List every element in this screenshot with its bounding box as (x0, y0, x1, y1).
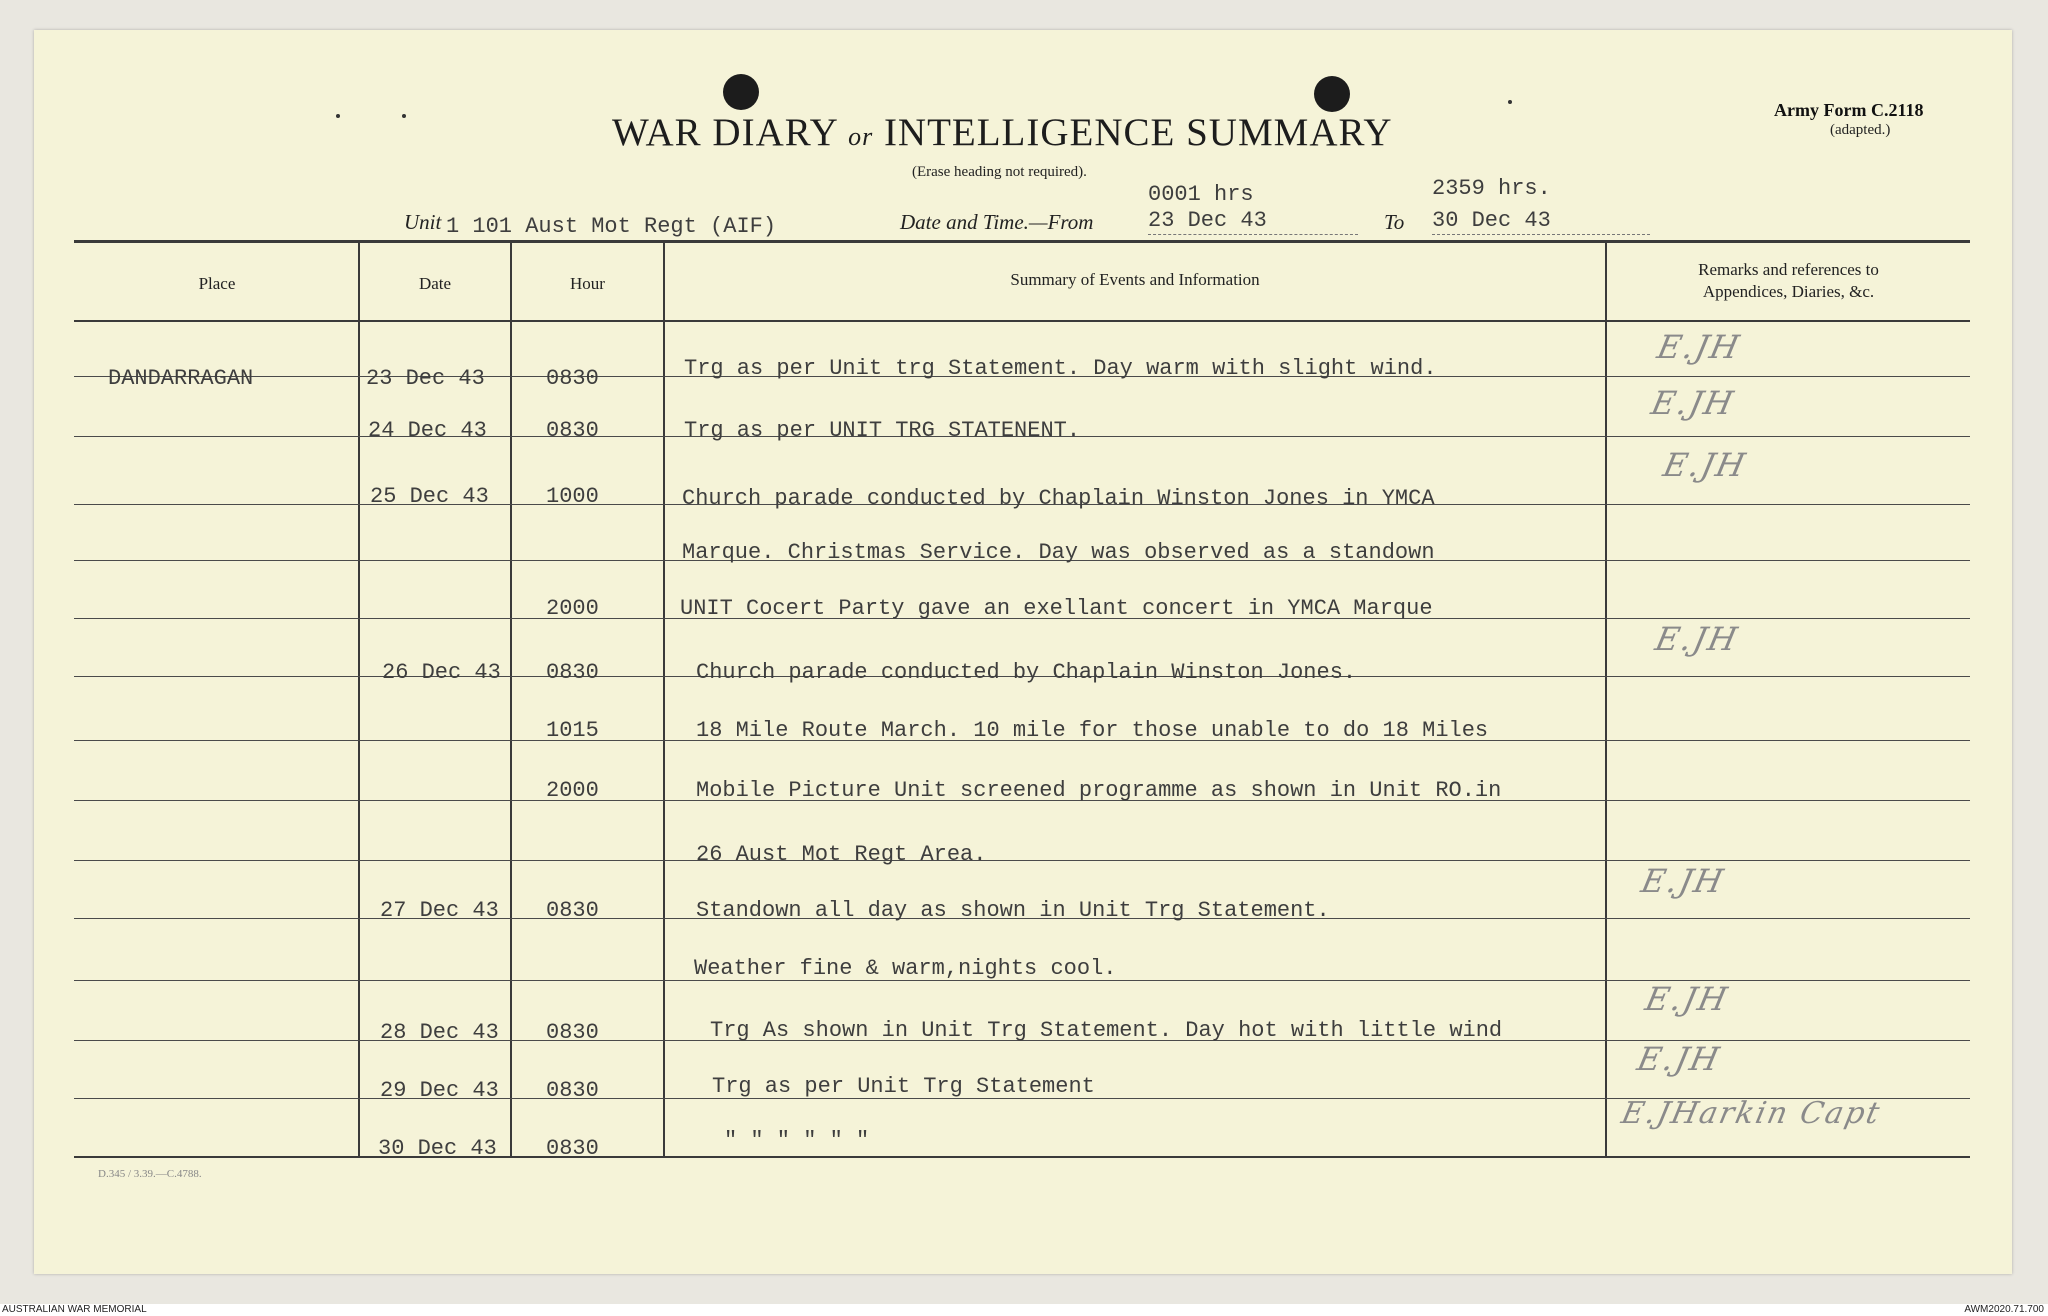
column-divider (1605, 242, 1607, 1157)
entry-date: 26 Dec 43 (382, 660, 501, 685)
to-dotted-line (1432, 234, 1650, 235)
to-date: 30 Dec 43 (1432, 208, 1551, 233)
header-place: Place (198, 274, 236, 293)
header-remarks-line2: Appendices, Diaries, &c. (1702, 282, 1875, 301)
paper-speck (402, 114, 406, 118)
entry-text: Standown all day as shown in Unit Trg Statement. (696, 898, 1330, 923)
entry-text: UNIT Cocert Party gave an exellant concert in YMCA Marque (680, 596, 1433, 621)
entry-hour: 0830 (546, 1136, 599, 1161)
erase-note: (Erase heading not required). (912, 164, 1087, 180)
entry-date: 29 Dec 43 (380, 1078, 499, 1103)
entry-date: 28 Dec 43 (380, 1020, 499, 1045)
punch-hole-right (1314, 76, 1350, 112)
army-form-name: Army Form C.2118 (1774, 100, 1924, 120)
title-part-a: WAR DIARY (612, 111, 838, 154)
column-divider (510, 242, 512, 1157)
printer-code: D.345 / 3.39.—C.4788. (98, 1168, 202, 1180)
unit-value: 1 101 Aust Mot Regt (AIF) (446, 214, 777, 239)
header-bottom-rule (74, 320, 1970, 322)
initials-signature: E.JH (1633, 1040, 1725, 1078)
initials-signature: E.JH (1641, 980, 1733, 1018)
entry-hour: 0830 (546, 1078, 599, 1103)
entry-text: Church parade conducted by Chaplain Winston Jones in YMCA (682, 486, 1435, 511)
entry-text: 18 Mile Route March. 10 mile for those unable to do 18 Miles (696, 718, 1489, 743)
entry-text: Church parade conducted by Chaplain Winston Jones. (696, 660, 1357, 685)
paper-speck (336, 114, 340, 118)
entry-date: 30 Dec 43 (378, 1136, 497, 1161)
entry-date: 23 Dec 43 (366, 366, 485, 391)
entry-date: 27 Dec 43 (380, 898, 499, 923)
header-date: Date (418, 274, 452, 293)
header-remarks-line1: Remarks and references to (1698, 260, 1879, 279)
from-date: 23 Dec 43 (1148, 208, 1267, 233)
entry-text: Weather fine & warm,nights cool. (694, 956, 1117, 981)
entry-text: Trg as per Unit trg Statement. Day warm with slight wind. (684, 356, 1437, 381)
entry-text: Mobile Picture Unit screened programme as shown in Unit RO.in (696, 778, 1502, 803)
archive-reference: AWM2020.71.700 (1964, 1304, 2044, 1315)
entry-text: Trg As shown in Unit Trg Statement. Day hot with little wind (710, 1018, 1503, 1043)
paper-speck (1508, 100, 1512, 104)
initials-signature: E.JH (1659, 446, 1751, 484)
entry-text: " " " " " " (724, 1128, 870, 1153)
unit-label: Unit (404, 210, 442, 234)
archive-credit: AUSTRALIAN WAR MEMORIAL (2, 1304, 147, 1315)
entry-date: 25 Dec 43 (370, 484, 489, 509)
initials-signature: E.JH (1647, 384, 1739, 422)
to-time: 2359 hrs. (1432, 176, 1551, 201)
initials-signature: E.JH (1653, 328, 1745, 366)
from-time: 0001 hrs (1148, 182, 1254, 207)
initials-signature: E.JH (1651, 620, 1743, 658)
initials-signature: E.JH (1637, 862, 1729, 900)
entry-text: Marque. Christmas Service. Day was observed as a standown (682, 540, 1435, 565)
ruled-line (74, 860, 1970, 861)
form-title (612, 110, 1393, 155)
entry-text: Trg as per Unit Trg Statement (712, 1074, 1095, 1099)
header-summary: Summary of Events and Information (1010, 270, 1260, 289)
date-time-label: Date and Time.—From (900, 210, 1094, 234)
entry-text: 26 Aust Mot Regt Area. (696, 842, 987, 867)
column-divider (663, 242, 665, 1157)
column-divider (358, 242, 360, 1157)
signature-full: E.JHarkin Capt (1618, 1096, 1885, 1131)
entry-hour: 0830 (546, 660, 599, 685)
entry-hour: 0830 (546, 366, 599, 391)
entry-hour: 1000 (546, 484, 599, 509)
title-or: or (848, 122, 874, 151)
entry-hour: 2000 (546, 778, 599, 803)
header-hour: Hour (570, 274, 605, 293)
entry-date: 24 Dec 43 (368, 418, 487, 443)
entry-hour: 0830 (546, 418, 599, 443)
entry-text: Trg as per UNIT TRG STATENENT. (684, 418, 1081, 443)
army-form-adapted: (adapted.) (1830, 122, 1891, 138)
entry-hour: 0830 (546, 898, 599, 923)
from-dotted-line (1148, 234, 1358, 235)
entry-hour: 2000 (546, 596, 599, 621)
punch-hole-left (723, 74, 759, 110)
entry-hour: 0830 (546, 1020, 599, 1045)
title-part-b: INTELLIGENCE SUMMARY (883, 111, 1393, 154)
entry-place: DANDARRAGAN (108, 366, 254, 391)
entry-hour: 1015 (546, 718, 599, 743)
to-label: To (1384, 210, 1405, 234)
